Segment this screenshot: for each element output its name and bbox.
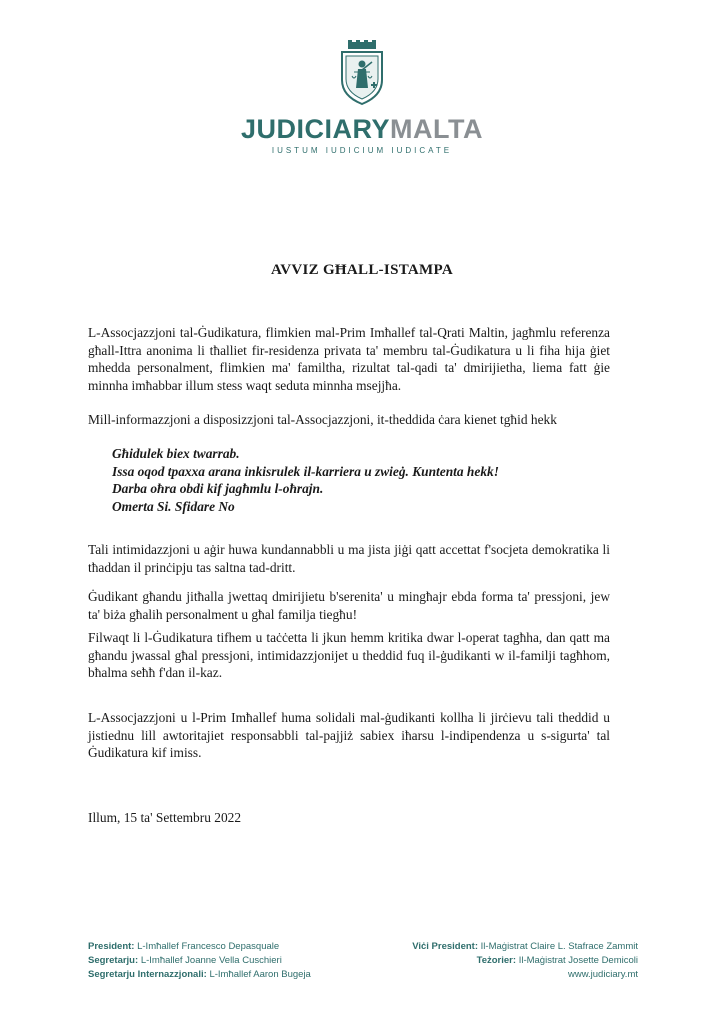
footer-right (412, 940, 638, 982)
footer-entry: Viċi President: Il-Maġistrat Claire L. Stafrace Zammit (412, 941, 638, 952)
footer-entry: Segretarju: L-Imħallef Joanne Vella Cuschieri (88, 955, 282, 966)
paragraph-1: L-Assocjazzjoni tal-Ġudikatura, flimkien mal-Prim Imħallef tal-Qrati Maltin, jagħmlu referenza għall-Ittra anonima li tħalliet fir-residenza privata ta' membru tal-Ġudikatura u li fiha hija ġiet mhedda personalment, flimkien ma' familtha, rizultat tal-qadi ta' dmirijietha, liema fatt ġie minnha imħabbar illum stess waqt seduta minnha msejjħa. (88, 325, 610, 393)
footer-role: President (88, 941, 132, 952)
brand-part-malta: MALTA (390, 114, 483, 144)
footer-person: L-Imħallef Francesco Depasquale (137, 941, 280, 952)
threat-quote (112, 445, 612, 515)
footer-person: L-Imħallef Joanne Vella Cuschieri (140, 955, 282, 966)
quote-line: Omerta Si. Sfidare No (112, 498, 235, 514)
document-date: Illum, 15 ta' Settembru 2022 (88, 810, 242, 825)
footer-role: Segretarju Internazzjonali (88, 969, 204, 980)
footer-entry: Teżorier: Il-Maġistrat Josette Demicoli (476, 955, 638, 966)
brand-part-judiciary: JUDICIARY (241, 114, 391, 144)
brand-motto: IUSTUM IUDICIUM IUDICATE (271, 146, 453, 155)
footer-entry: President: L-Imħallef Francesco Depasquale (88, 941, 280, 952)
header-logo (0, 40, 724, 155)
footer-role: Viċi President (412, 941, 475, 952)
footer-left (88, 940, 311, 982)
footer-entry: Segretarju Internazzjonali: L-Imħallef Aaron Bugeja (88, 969, 311, 980)
quote-line: Darba oħra obdi kif jagħmlu l-oħrajn. (112, 481, 324, 496)
footer-role: Segretarju (88, 955, 135, 966)
paragraph-4: Ġudikant għandu jitħalla jwettaq dmirijietu b'serenita' u mingħajr ebda forma ta' pressjoni, jew ta' biża għalih personalment u għal familja tiegħu! (88, 589, 610, 622)
paragraph-3: Tali intimidazzjoni u aġir huwa kundannabbli u ma jista jiġi qatt accettat f'socjeta demokratika li tħaddan il prinċipju tas saltna tad-dritt. (88, 542, 610, 575)
document-title: AVVIZ GĦALL-ISTAMPA (271, 262, 453, 278)
paragraph-6: L-Assocjazzjoni u l-Prim Imħallef huma solidali mal-ġudikanti kollha li jirċievu tali theddid u jistiednu lill awtoritajiet responsabbli tal-pajjiż sabiex iħarsu l-indipendenza u s-sigurta' tal Ġudikatura kif imiss. (88, 710, 610, 760)
quote-line: Għidulek biex twarrab. (112, 446, 240, 461)
paragraph-2: Mill-informazzjoni a disposizzjoni tal-Assocjazzjoni, it-theddida ċara kienet tgħid hekk (88, 412, 557, 427)
footer-person: L-Imħallef Aaron Bugeja (209, 969, 311, 980)
quote-line: Issa oqod tpaxxa arana inkisrulek il-karriera u zwieġ. Kuntenta hekk! (112, 463, 499, 479)
judiciary-crest-icon (332, 40, 392, 106)
footer-person: Il-Maġistrat Claire L. Stafrace Zammit (480, 941, 638, 952)
footer-person: Il-Maġistrat Josette Demicoli (518, 955, 638, 966)
footer-role: Teżorier (476, 955, 513, 966)
brand-name (0, 114, 724, 144)
paragraph-5: Filwaqt li l-Ġudikatura tifhem u taċċetta li jkun hemm kritika dwar l-operat tagħha, dan qatt ma għandu jwassal għal pressjoni, intimidazzjonijet u theddid fuq il-ġudikanti w il-familji tagħhom, bħalma seħħ f'dan il-kaz. (88, 630, 610, 680)
footer-website-link[interactable]: www.judiciary.mt (567, 969, 638, 980)
